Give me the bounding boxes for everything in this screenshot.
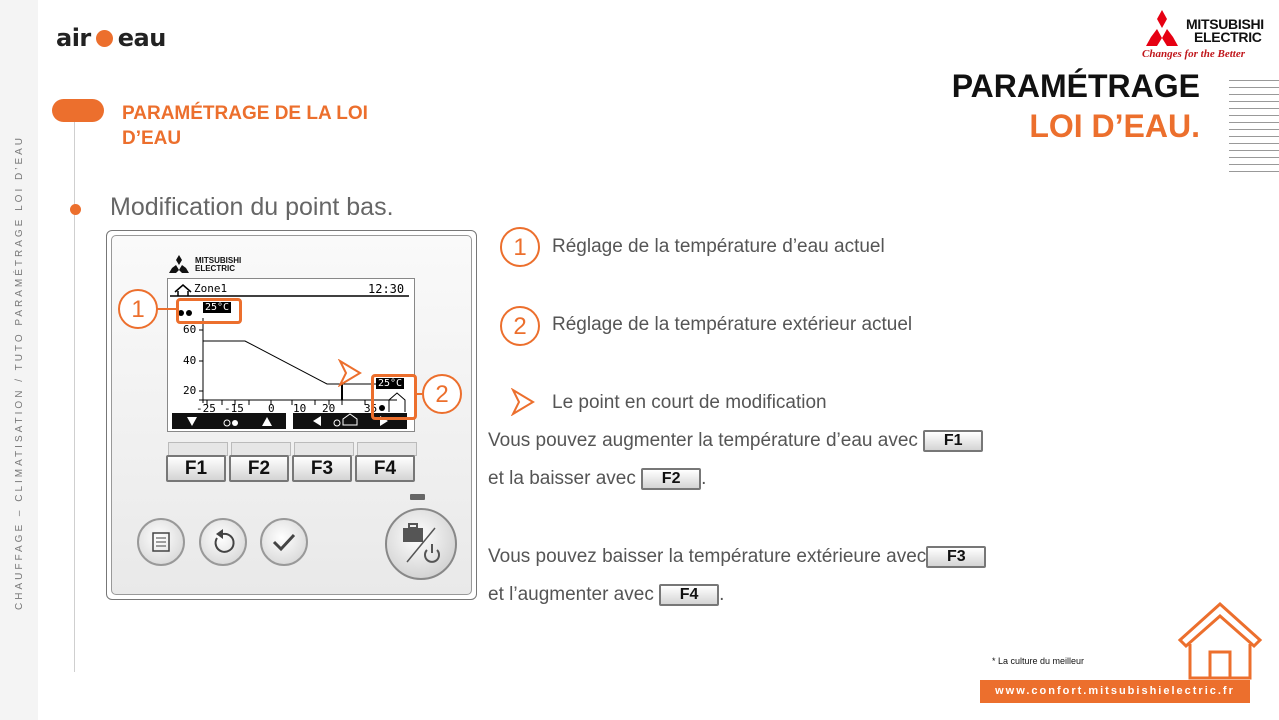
f1-key-label: F1 xyxy=(923,430,983,452)
key-strip xyxy=(294,442,354,456)
highlight-outdoor-temp xyxy=(371,374,417,420)
lcd-y-tick: 20 xyxy=(183,384,197,397)
instruction-line-3: Vous pouvez baisser la température extérieure avec F3 xyxy=(488,546,986,568)
f2-key-label: F2 xyxy=(641,468,701,490)
f4-key-label: F4 xyxy=(659,584,719,606)
menu-button[interactable] xyxy=(137,518,185,566)
lcd-outdoor-temp: 25°C xyxy=(378,378,403,389)
lcd-x-tick: -25 xyxy=(196,402,216,415)
remote-brand-icon xyxy=(168,254,190,274)
f3-key-label: F3 xyxy=(926,546,986,568)
legend-callout-1: 1 xyxy=(500,227,540,267)
lcd-x-tick: 20 xyxy=(322,402,336,415)
current-point-icon xyxy=(510,388,536,416)
f4-button[interactable]: F4 xyxy=(355,455,415,482)
f2-button[interactable]: F2 xyxy=(229,455,289,482)
lcd-water-temp: 25°C xyxy=(205,302,230,313)
tagline: Changes for the Better xyxy=(1142,48,1245,60)
section-pill xyxy=(52,99,104,122)
orange-dot-icon xyxy=(96,30,113,47)
power-button[interactable] xyxy=(385,508,457,580)
instruction-line-1: Vous pouvez augmenter la température d’eau avec F1 xyxy=(488,430,983,452)
instruction-line-4: et l’augmenter avec F4 . xyxy=(488,584,725,605)
lcd-x-tick: 35 xyxy=(364,402,378,415)
highlight-water-temp xyxy=(176,298,242,324)
key-strip xyxy=(168,442,228,456)
legend-item-1: Réglage de la température d’eau actuel xyxy=(552,236,885,257)
menu-icon xyxy=(139,520,183,564)
instruction-line-2: et la baisser avec F2 . xyxy=(488,468,707,489)
lcd-x-tick: 0 xyxy=(268,402,275,415)
legend-item-3: Le point en court de modification xyxy=(552,392,827,413)
current-point-marker-icon xyxy=(337,359,363,387)
legend-callout-2: 2 xyxy=(500,306,540,346)
connector-line xyxy=(414,393,422,395)
house-icon xyxy=(1176,600,1264,680)
back-button[interactable] xyxy=(199,518,247,566)
decor-stripes xyxy=(1229,80,1279,178)
lcd-x-tick: 10 xyxy=(293,402,307,415)
website-link[interactable]: www.confort.mitsubishielectric.fr xyxy=(980,680,1250,703)
status-led xyxy=(410,494,425,500)
check-icon xyxy=(262,520,306,564)
footnote: * La culture du meilleur xyxy=(992,656,1085,666)
legend-item-2: Réglage de la température extérieur actuel xyxy=(552,314,913,335)
callout-2: 2 xyxy=(422,374,462,414)
bullet-text: Modification du point bas. xyxy=(110,193,394,221)
lcd-time: 12:30 xyxy=(368,282,405,296)
mitsubishi-wordmark: MITSUBISHI ELECTRIC xyxy=(1186,16,1264,45)
connector-line xyxy=(157,308,176,310)
page-title-line1: PARAMÉTRAGE xyxy=(951,68,1200,104)
section-title: PARAMÉTRAGE DE LA LOI D’EAU xyxy=(122,103,368,149)
f1-button[interactable]: F1 xyxy=(166,455,226,482)
lcd-y-tick: 60 xyxy=(183,323,197,336)
page-title-line2: LOI D’EAU. xyxy=(1029,108,1200,144)
lcd-y-tick: 40 xyxy=(183,354,197,367)
f3-button[interactable]: F3 xyxy=(292,455,352,482)
air-eau-logo: air eau xyxy=(56,24,166,52)
remote-brand-text: MITSUBISHI ELECTRIC xyxy=(195,256,242,273)
lcd-x-tick: -15 xyxy=(224,402,244,415)
bullet-dot xyxy=(70,204,81,215)
undo-icon xyxy=(201,520,245,564)
holiday-power-icon xyxy=(387,510,455,578)
key-strip xyxy=(357,442,417,456)
key-strip xyxy=(231,442,291,456)
side-breadcrumb: CHAUFFAGE – CLIMATISATION / TUTO PARAMÉTRAGE LOI D’EAU xyxy=(14,134,25,610)
confirm-button[interactable] xyxy=(260,518,308,566)
mitsubishi-diamonds-icon xyxy=(1142,8,1182,48)
lcd-zone: Zone1 xyxy=(194,282,228,295)
callout-1: 1 xyxy=(118,289,158,329)
